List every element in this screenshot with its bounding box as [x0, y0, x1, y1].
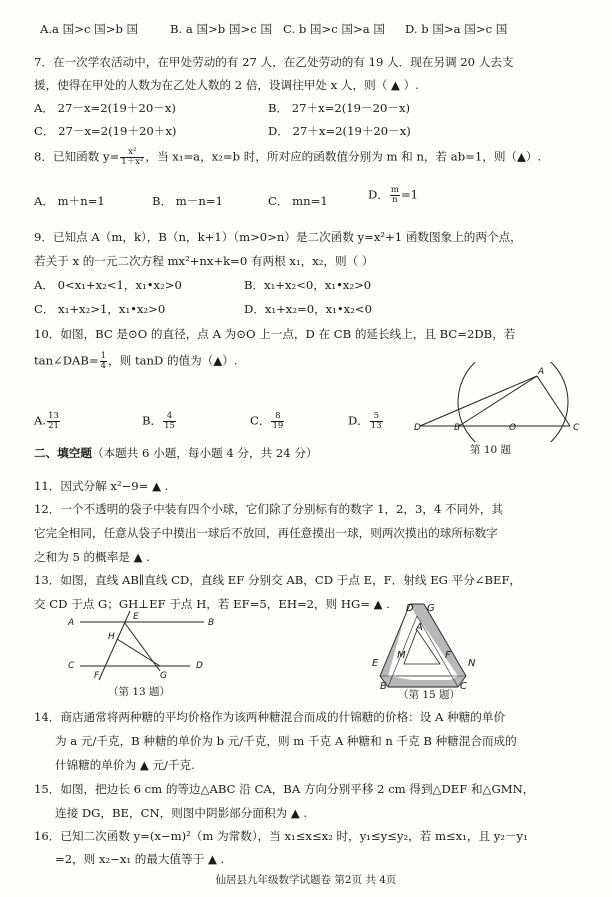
q8-frac-den: 1＋x² — [121, 156, 144, 167]
q8-stem-pre: 8．已知函数 y= — [34, 149, 120, 164]
q15-label-a: A — [416, 622, 423, 633]
q10-tan-post: ，则 tanD 的值为（▲）. — [108, 353, 238, 368]
q7-stem-line1: 7．在一次学农活动中，在甲处劳动的有 27 人，在乙处劳动的有 19 人．现在另调 20 人去支 — [34, 55, 514, 69]
q9-option-b: B．x₁+x₂<0，x₁•x₂>0 — [244, 278, 372, 292]
q10-stem-line1: 10．如图，BC 是⊙O 的直径，点 A 为⊙O 上一点，D 在 CB 的延长线上，且 BC=2DB，若 — [34, 327, 516, 341]
q8-d-post: =1 — [400, 187, 419, 202]
q13-label-g: G — [160, 671, 167, 681]
q10-a-fraction — [47, 412, 60, 431]
q8-stem-post: ，当 x₁=a，x₂=b 时，所对应的函数值分别为 m 和 n，若 ab=1，则（▲）. — [145, 149, 542, 164]
q7-option-a: A． 27－x=2(19＋20－x) — [34, 101, 176, 115]
q10-tan-pre: tan∠DAB= — [34, 353, 99, 368]
q8-d-num: m — [390, 185, 399, 195]
q6-option-d: D. b 国>a 国>c 国 — [405, 22, 508, 36]
q8-frac-num: x² — [120, 148, 144, 158]
q10-c-den: 19 — [272, 420, 284, 431]
q10-b-num: 4 — [163, 412, 176, 422]
q12-stem-line2: 它完全相同，任意从袋子中摸出一球后不放回，再任意摸出一球，则两次摸出的球所标数字 — [34, 526, 498, 540]
q16-stem-line2: =2，则 x₂−x₁ 的最大值等于 ▲ . — [55, 852, 225, 866]
q8-stem — [34, 148, 541, 167]
q8-option-d — [368, 186, 418, 205]
q15-label-b: B — [380, 681, 387, 690]
q13-label-f: F — [94, 671, 100, 681]
q8-d-fraction — [390, 186, 400, 205]
q9-stem-line2: 若关于 x 的一元二次方程 mx²+nx+k=0 有两根 x₁，x₂，则（ ） — [34, 254, 374, 268]
q10-caption: 第 10 题 — [470, 444, 512, 456]
q10-figure — [412, 362, 588, 442]
q10-d-num: 5 — [370, 412, 383, 422]
q14-stem-line3: 什锦糖的单价为 ▲ 元/千克. — [55, 758, 195, 772]
q8-option-b: B． m－n=1 — [152, 194, 223, 208]
q6-option-b: B. a 国>b 国>c 国 — [170, 22, 272, 36]
q9-option-c: C． x₁+x₂>1，x₁•x₂>0 — [34, 302, 166, 316]
q14-stem-line2: 为 a 元/千克，B 种糖的单价为 b 元/千克，则 m 千克 A 种糖和 n 千克 B 种糖混合而成的 — [55, 734, 517, 748]
q15-label-g: G — [427, 603, 435, 614]
q10-label-a: A — [538, 367, 545, 377]
q10-line-da — [420, 376, 537, 426]
q10-a-label: A. — [34, 413, 47, 428]
q7-option-c: C． 27－x=2(19＋20＋x) — [34, 124, 177, 138]
q13-line-hg — [117, 639, 160, 666]
section2-header — [34, 446, 318, 460]
q10-label-d: D — [414, 423, 421, 433]
q6-option-c: C. b 国>c 国>a 国 — [283, 22, 385, 36]
q10-a-num: 13 — [48, 411, 59, 421]
q13-caption: （第 13 题） — [108, 686, 171, 698]
q9-stem-line1: 9．已知点 A（m，k），B（n，k+1）（m>0>n）是二次函数 y=x²+1 函数图象上的两个点， — [34, 230, 522, 244]
q10-b-den: 15 — [164, 420, 175, 431]
q13-label-b: B — [208, 618, 215, 628]
q10-option-a — [34, 412, 61, 431]
q15-label-m: M — [397, 650, 406, 661]
q15-edge-gn — [424, 604, 466, 676]
q6-option-a: A.a 国>c 国>b 国 — [40, 22, 139, 36]
page-footer: 仙居县九年级数学试题卷 第2页 共 4页 — [215, 874, 397, 886]
q13-figure — [62, 608, 222, 686]
q15-label-n: N — [468, 658, 476, 669]
q15-label-c: C — [460, 681, 467, 690]
q10-c-label: C． — [250, 413, 271, 428]
q12-stem-line1: 12．一个不透明的袋子中装有四个小球，它们除了分别标有的数字 1，2，3，4 不同外，其 — [34, 502, 504, 516]
q15-label-f: F — [445, 650, 451, 661]
q10-d-fraction — [370, 412, 383, 431]
q15-figure — [372, 600, 492, 690]
q7-option-d: D． 27＋x=2(19＋20－x) — [268, 124, 411, 138]
q10-label-b: B — [454, 423, 461, 433]
q10-tan-fraction — [100, 352, 107, 371]
q13-line-ef — [99, 611, 130, 680]
q12-stem-line3: 之和为 5 的概率是 ▲ . — [34, 550, 150, 564]
q10-c-num: 8 — [271, 412, 284, 422]
q13-label-h: H — [108, 632, 115, 642]
q10-stem-line2 — [34, 352, 238, 371]
q10-line-ba — [459, 376, 537, 426]
q15-label-d: D — [406, 603, 414, 614]
q13-label-a: A — [68, 618, 75, 628]
q16-stem-line1: 16．已知二次函数 y=(x−m)²（m 为常数），当 x₁≤x≤x₂ 时，y₁≤y≤y₂，若 m≤x₁，且 y₂－y₁ — [34, 829, 528, 843]
q8-d-den: n — [392, 194, 398, 205]
q10-option-b — [142, 412, 177, 431]
q9-option-a: A． 0<x₁+x₂<1，x₁•x₂>0 — [34, 278, 182, 292]
q15-edge-ed — [380, 604, 410, 676]
q10-d-den: 13 — [370, 420, 382, 431]
section2-note: （本题共 6 小题，每小题 4 分，共 24 分） — [91, 446, 318, 460]
q10-a-den: 21 — [48, 420, 59, 431]
q10-d-label: D． — [348, 413, 369, 428]
q8-option-c: C． mn=1 — [268, 194, 328, 208]
section2-heading: 二、填空题 — [34, 446, 92, 460]
q8-function-fraction — [120, 148, 144, 167]
q7-option-b: B． 27＋x=2(19－20－x) — [268, 101, 411, 115]
q15-caption: （第 15 题） — [398, 689, 461, 701]
q10-b-label: B． — [142, 413, 163, 428]
q13-label-e: E — [133, 612, 139, 622]
q9-option-d: D．x₁+x₂=0，x₁•x₂<0 — [244, 302, 372, 316]
q8-option-a: A． m＋n=1 — [34, 194, 105, 208]
q8-d-label: D． — [368, 187, 389, 202]
q10-option-d — [348, 412, 384, 431]
q10-option-c — [250, 412, 285, 431]
q10-b-fraction — [163, 412, 176, 431]
q10-tan-num: 1 — [100, 351, 107, 361]
q14-stem-line1: 14．商店通常将两种糖的平均价格作为该两种糖混合而成的什锦糖的价格：设 A 种糖的单价 — [34, 710, 506, 724]
q10-c-fraction — [271, 412, 284, 431]
q10-label-o: O — [509, 423, 517, 433]
q13-stem-line1: 13．如图，直线 AB∥直线 CD，直线 EF 分别交 AB，CD 于点 E，F．射线 EG 平分∠BEF， — [34, 573, 522, 587]
q10-label-c: C — [573, 423, 580, 433]
q15-label-e: E — [372, 658, 379, 669]
q15-stem-line2: 连接 DG，BE，CN，则图中阴影部分面积为 ▲ . — [55, 806, 308, 820]
q11-stem: 11．因式分解 x²−9= ▲ . — [34, 479, 169, 493]
q13-stem-line2: 交 CD 于点 G；GH⊥EF 于点 H，若 EF=5，EH=2，则 HG= ▲ . — [34, 597, 390, 611]
q13-label-c: C — [68, 661, 75, 671]
q15-stem-line1: 15．如图，把边长 6 cm 的等边△ABC 沿 CA，BA 方向分别平移 2 cm 得到△DEF 和△GMN， — [34, 782, 535, 796]
q7-stem-line2: 援，使得在甲处的人数为在乙处人数的 2 倍，设调往甲处 x 人，则（ ▲ ）. — [34, 78, 419, 92]
q13-label-d: D — [196, 661, 203, 671]
q10-tan-den: 4 — [100, 360, 107, 371]
